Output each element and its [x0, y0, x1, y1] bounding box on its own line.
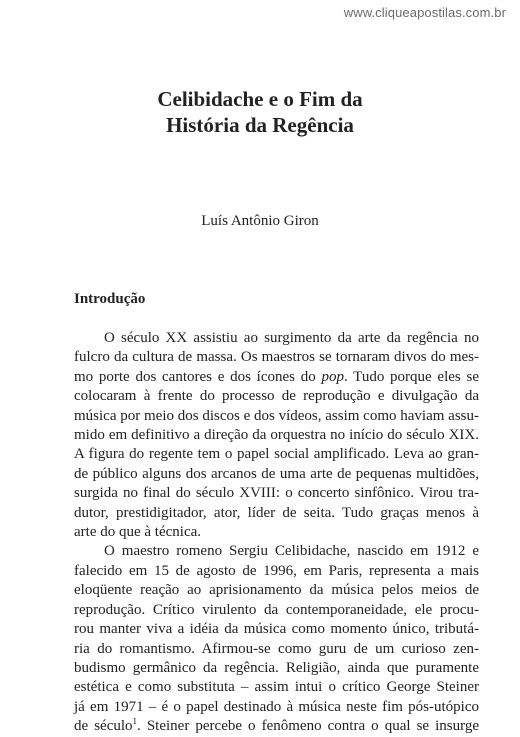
text-line: fulcro da cultura de massa. Os maestros se tornaram divos do mes- [74, 349, 479, 366]
footnote-ref: 1 [132, 716, 138, 727]
body-text [74, 329, 479, 737]
text-line: música por meio dos discos e dos vídeos, assim como haviam assu- [74, 407, 479, 424]
title-line-2: História da Regência [166, 113, 354, 137]
text-fragment: Steiner percebe o fenômeno contra o qual se insurge [146, 718, 480, 735]
italic-term: pop [321, 368, 344, 385]
text-line: falecido em 15 de agosto de 1996, em Paris, representa a mais [74, 562, 479, 579]
paragraph-2 [74, 542, 479, 736]
text-line: estética e como substituta – assim intui o crítico George Steiner [74, 679, 479, 696]
text-line: eloqüente reação ao aprisionamento da música pelos meios de [74, 582, 479, 599]
text-line: mido em definitivo a direção da orquestra no início do século XIX. [74, 427, 479, 444]
text-line: dutor, prestidigitador, ator, líder de seita. Tudo graças menos à [74, 504, 479, 521]
text-line: arte do que à técnica. [74, 524, 202, 541]
text-line: colocaram à frente do processo de reprodução e divulgação da [74, 388, 479, 405]
text-fragment: de século [74, 718, 133, 735]
text-line: de público alguns dos arcanos de uma arte de pequenas multidões, [74, 465, 479, 482]
text-line: A figura do regente tem o papel social amplificado. Leva ao gran- [74, 446, 479, 463]
text-line: mo porte dos cantores e dos ícones do pop. Tudo porque eles se [74, 368, 479, 385]
text-line: ria do romantismo. Afirmou-se como guru de um curioso zen- [74, 640, 479, 657]
text-line: rou manter viva a idéia da música como momento único, tributá- [74, 621, 479, 638]
text-line: reprodução. Crítico virulento da contemporaneidade, ele procu- [74, 601, 479, 618]
watermark: www.cliqueapostilas.com.br [343, 5, 506, 20]
chapter-title [0, 86, 520, 138]
title-line-1: Celibidache e o Fim da [157, 87, 363, 111]
text-line: budismo germânico da regência. Religião, ainda que puramente [74, 659, 479, 676]
text-line: O maestro romeno Sergiu Celibidache, nascido em 1912 e [104, 543, 479, 560]
text-line: já em 1971 – é o papel destinado à música neste fim pós-utópico [74, 698, 479, 715]
text-line: surgida no final do século XVIII: o concerto sinfônico. Virou tra- [74, 485, 479, 502]
text-line: de século$^1$. Steiner percebe o fenômeno contra o qual se insurge [74, 716, 480, 735]
text-line: O século XX assistiu ao surgimento da arte da regência no [104, 330, 479, 346]
section-heading: Introdução [74, 291, 146, 307]
author-name: Luís Antônio Giron [201, 213, 319, 229]
paragraph-1 [74, 329, 479, 542]
